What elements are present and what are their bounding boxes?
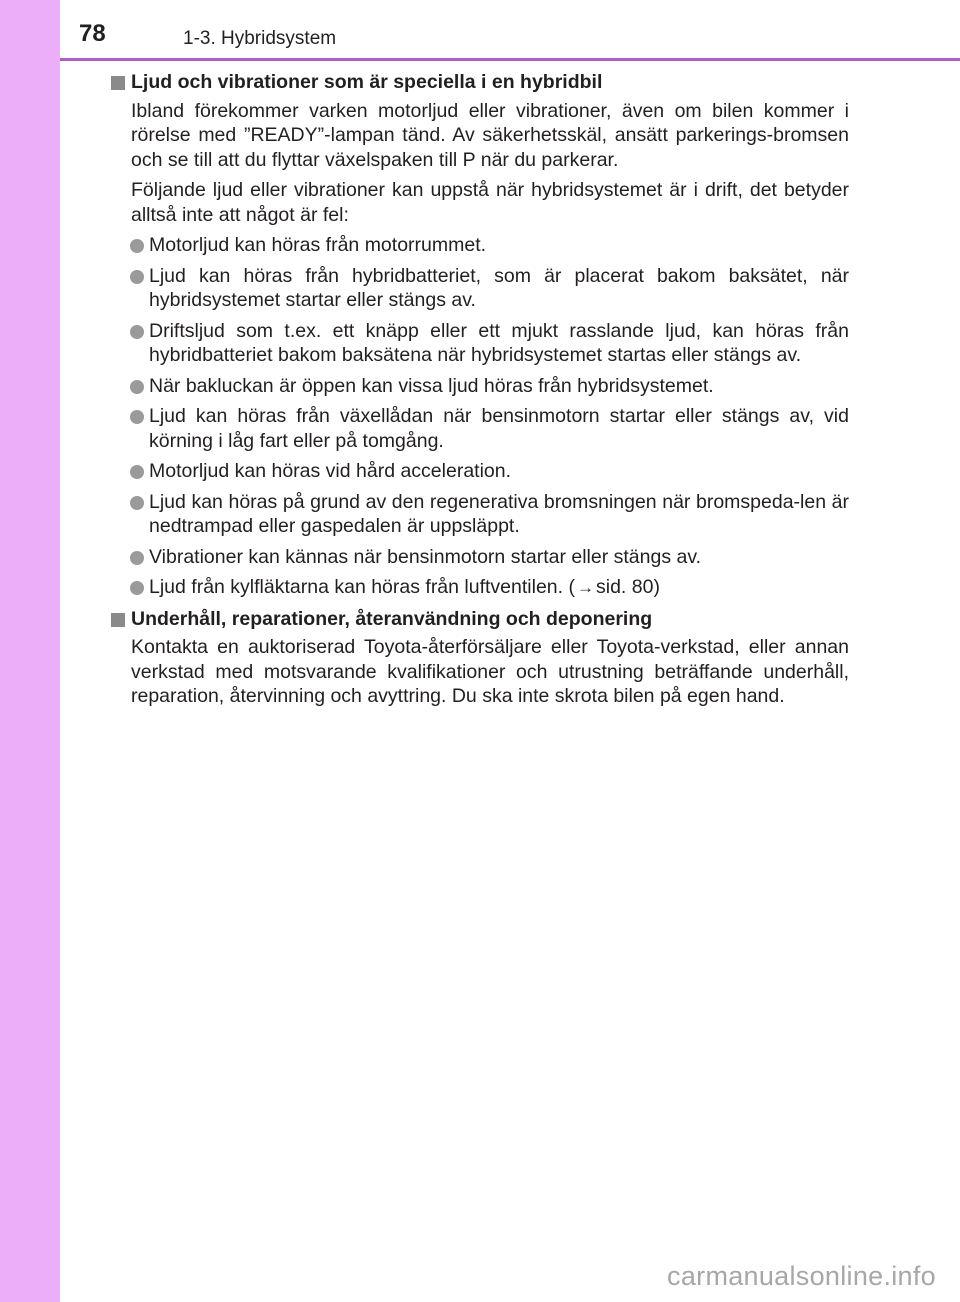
section-heading-maintenance bbox=[109, 607, 849, 632]
round-bullet-icon bbox=[130, 239, 144, 253]
square-bullet-icon bbox=[111, 613, 125, 627]
square-bullet-icon bbox=[111, 76, 125, 90]
list-item: Ljud kan höras från hybridbatteriet, som är placerat bakom baksätet, när hybridsystemet startar eller stängs av. bbox=[109, 264, 849, 313]
round-bullet-icon bbox=[130, 465, 144, 479]
heading-text: Ljud och vibrationer som är speciella i en hybridbil bbox=[131, 71, 603, 93]
page-reference-link[interactable]: sid. 80 bbox=[595, 576, 654, 598]
list-item: När bakluckan är öppen kan vissa ljud höras från hybridsystemet. bbox=[109, 374, 849, 399]
list-item: Motorljud kan höras vid hård acceleration. bbox=[109, 459, 849, 484]
chapter-side-band bbox=[0, 0, 60, 1302]
paragraph-intro: Ibland förekommer varken motorljud eller vibrationer, även om bilen kommer i rörelse med ”READY”-lampan tänd. Av säkerhetsskäl, ansätt parkerings-bromsen och se till att du flyttar växelspaken till P när du parkerar. bbox=[131, 99, 849, 171]
list-item: Ljud kan höras från växellådan när bensinmotorn startar eller stängs av, vid körning i låg fart eller på tomgång. bbox=[109, 404, 849, 453]
round-bullet-icon bbox=[130, 581, 144, 595]
chapter-tab bbox=[0, 0, 60, 59]
round-bullet-icon bbox=[130, 410, 144, 424]
list-item: Driftsljud som t.ex. ett knäpp eller ett mjukt rasslande ljud, kan höras från hybridbatteriet bakom baksätena när hybridsystemet startas eller stängs av. bbox=[109, 319, 849, 368]
list-item: Motorljud kan höras från motorrummet. bbox=[109, 233, 849, 258]
round-bullet-icon bbox=[130, 380, 144, 394]
header-divider bbox=[60, 58, 960, 61]
page-number: 78 bbox=[79, 20, 106, 47]
round-bullet-icon bbox=[130, 325, 144, 339]
list-item: Vibrationer kan kännas när bensinmotorn startar eller stängs av. bbox=[109, 545, 849, 570]
watermark-text: carmanualsonline.info bbox=[667, 1261, 936, 1291]
round-bullet-icon bbox=[130, 270, 144, 284]
arrow-right-icon: → bbox=[576, 578, 594, 597]
list-item: Ljud från kylfläktarna kan höras från luftventilen. ( → sid. 80) bbox=[109, 575, 849, 601]
paragraph-maintenance: Kontakta en auktoriserad Toyota-återförsäljare eller Toyota-verkstad, eller annan verkstad med motsvarande kvalifikationer och utrustning beträffande underhåll, reparation, återvinning och avyttring. Du ska inte skrota bilen på egen hand. bbox=[131, 636, 849, 707]
page-header bbox=[0, 0, 960, 59]
page-content bbox=[109, 70, 849, 715]
section-heading-sounds bbox=[109, 70, 849, 95]
round-bullet-icon bbox=[130, 551, 144, 565]
round-bullet-icon bbox=[130, 496, 144, 510]
paragraph-list-intro: Följande ljud eller vibrationer kan uppstå när hybridsystemet är i drift, det betyder alltså inte att något är fel: bbox=[131, 179, 849, 226]
heading-text: Underhåll, reparationer, återanvändning och deponering bbox=[131, 607, 653, 630]
list-item: Ljud kan höras på grund av den regenerativa bromsningen när bromspeda-len är nedtrampad eller gaspedalen är uppsläppt. bbox=[109, 490, 849, 539]
section-title: 1-3. Hybridsystem bbox=[183, 28, 337, 49]
